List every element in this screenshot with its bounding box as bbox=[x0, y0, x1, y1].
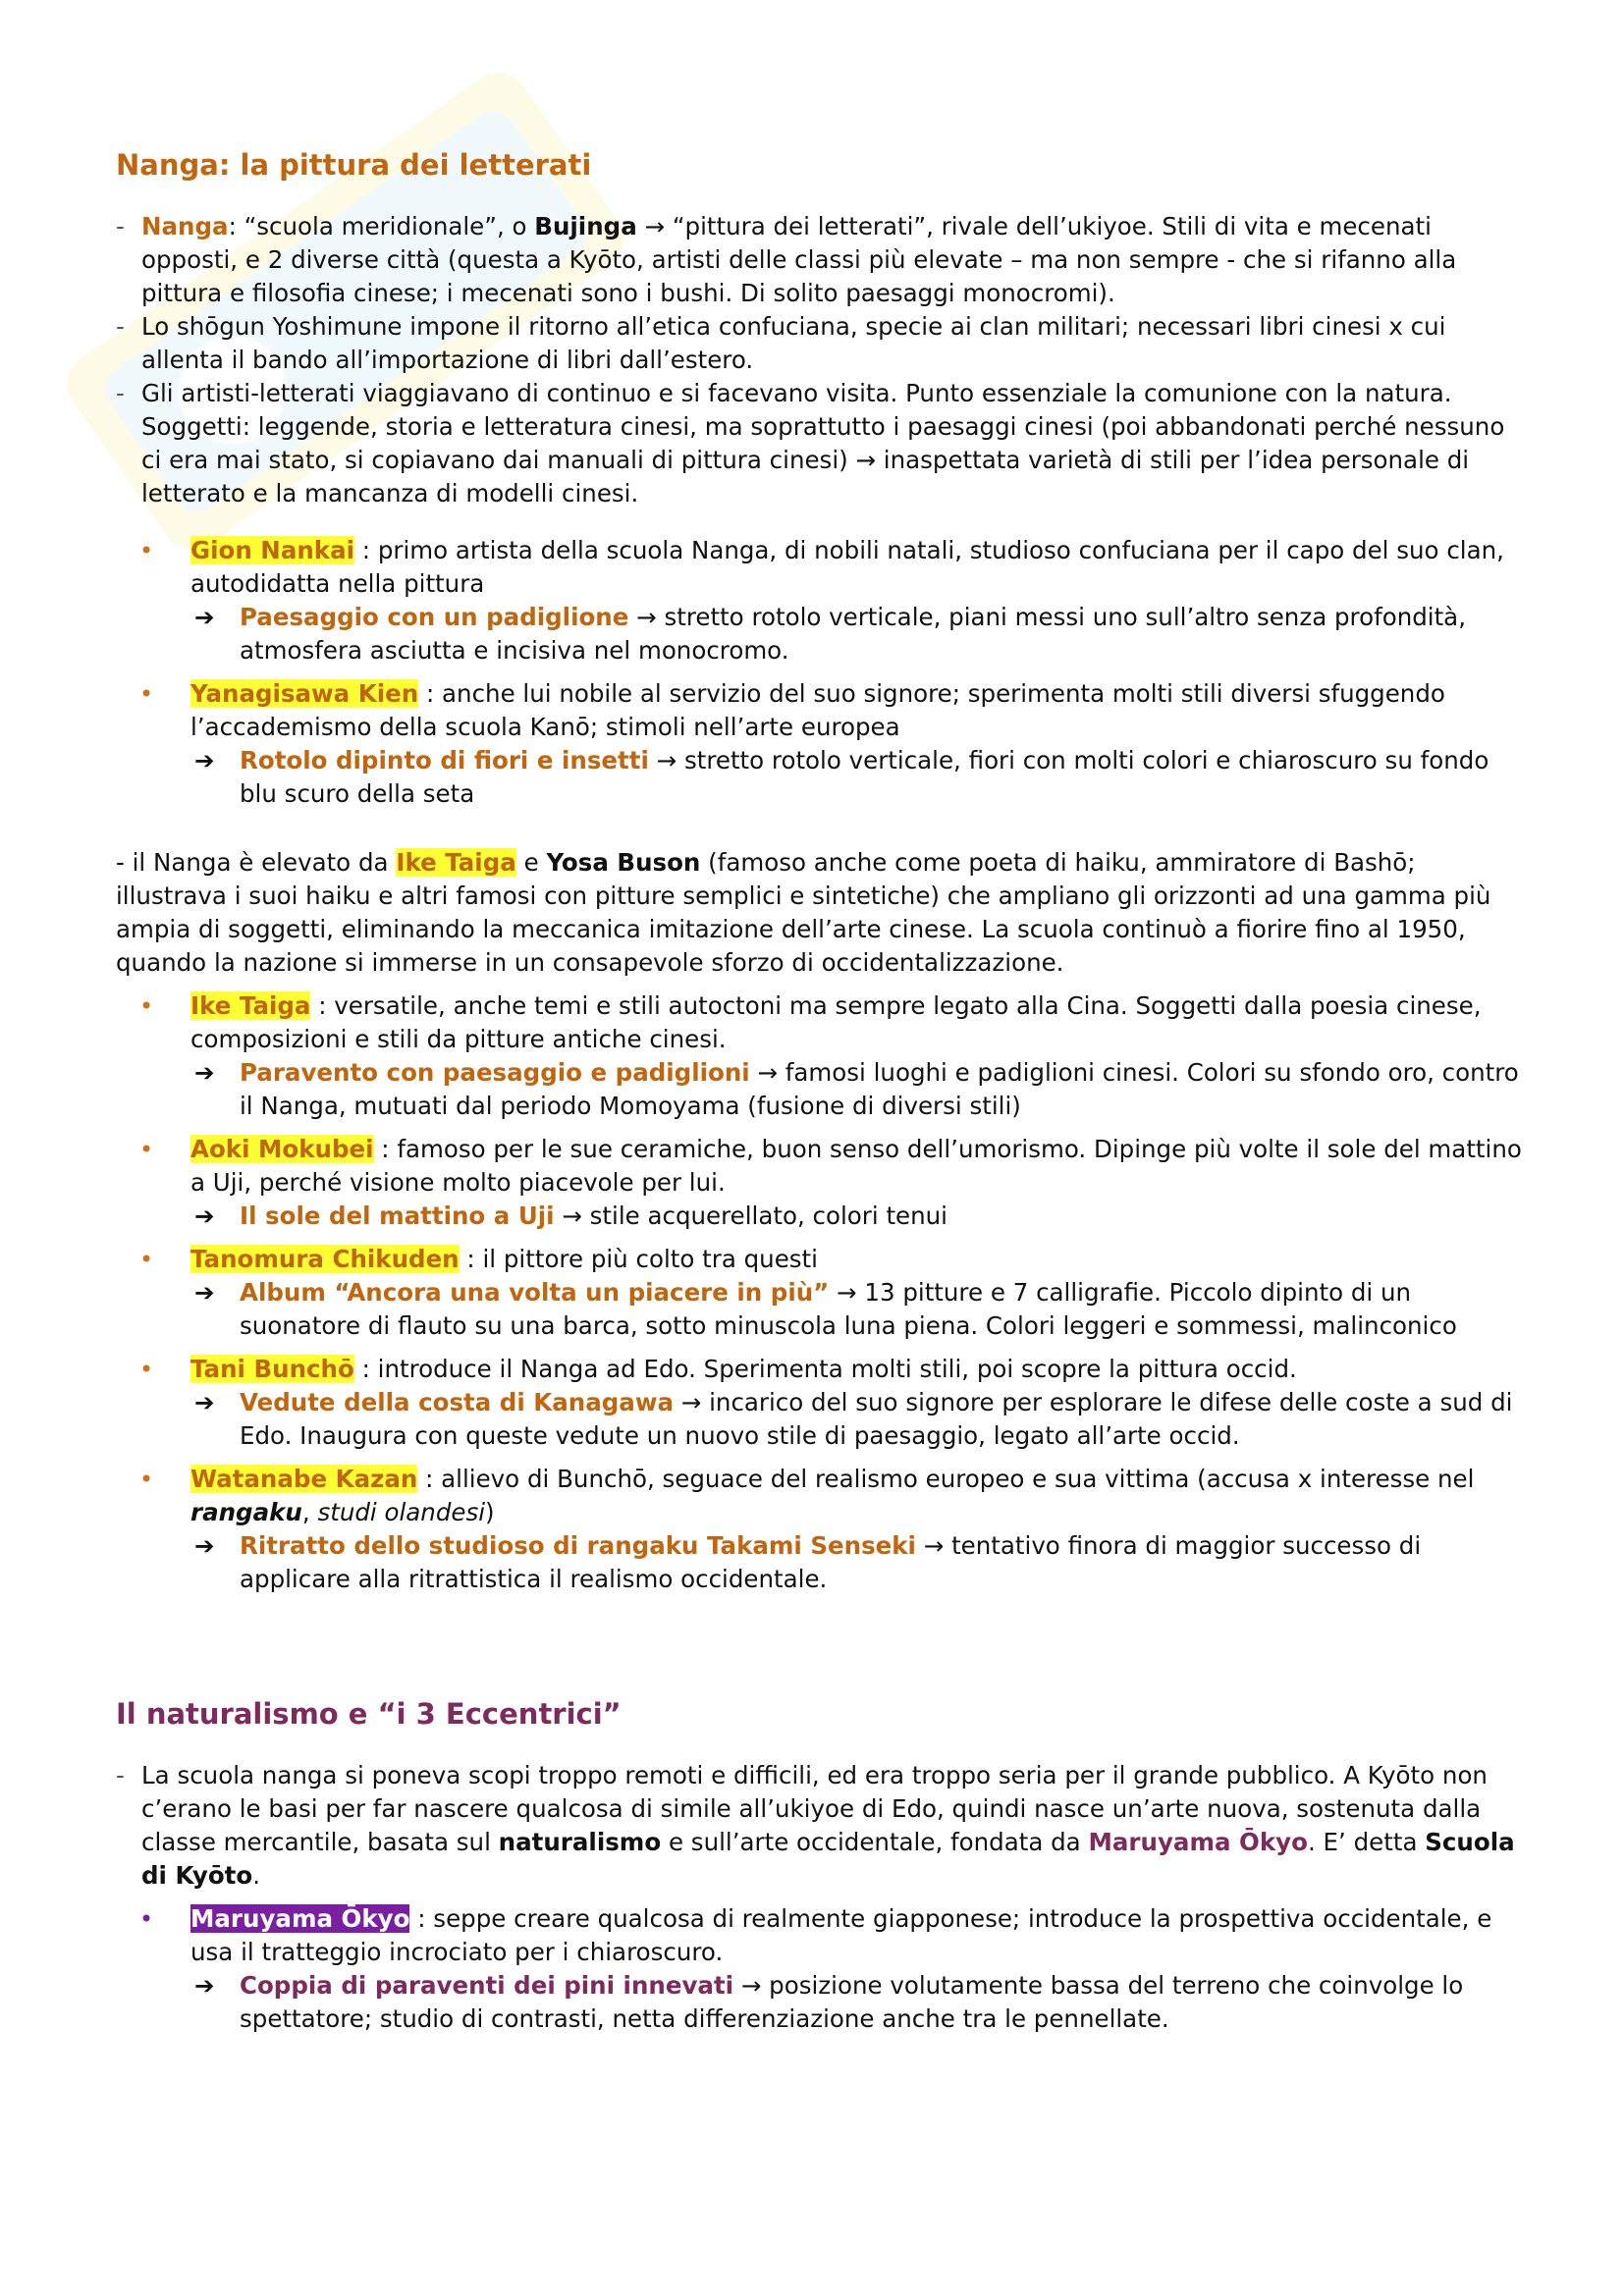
artist-name: Watanabe Kazan bbox=[190, 1465, 418, 1493]
arrow-icon: ➔ bbox=[194, 1531, 215, 1560]
artist-name: Ike Taiga bbox=[396, 848, 516, 877]
artist-tani-buncho: • Tani Bunchō : introduce il Nanga ad Edo. Sperimenta molti stili, poi scopre la pittura occid. ➔ Vedute della costa di Kanagawa → incarico del suo signore per esplorare le difese delle coste a sud di Edo. Inaugura con queste vedute un nuovo stile di paesaggio, legato all’arte occid. bbox=[116, 1353, 1530, 1453]
artist-name: Aoki Mokubei bbox=[190, 1135, 374, 1163]
artist-name: Tanomura Chikuden bbox=[190, 1245, 460, 1273]
artwork-title: Il sole del mattino a Uji bbox=[240, 1201, 555, 1230]
artwork-title: Coppia di paraventi dei pini innevati bbox=[240, 1971, 734, 2000]
artist-name: Maruyama Ōkyo bbox=[1088, 1828, 1308, 1856]
artwork-item: ➔ Paravento con paesaggio e padiglioni → famosi luoghi e padiglioni cinesi. Colori su sfondo oro, contro il Nanga, mutuati dal periodo Momoyama (fusione di diversi stili) bbox=[194, 1058, 1519, 1120]
intro-item: - Nanga: “scuola meridionale”, o Bujinga → “pittura dei letterati”, rivale dell’ukiyoe. Stili di vita e mecenati opposti, e 2 diverse città (questa a Kyōto, artisti delle classi più elevate – ma non sempre - che si rifanno alla pittura e filosofia cinese; i mecenati sono i bushi. Di solito paesaggi monocromi). bbox=[116, 210, 1530, 310]
bullet-icon: • bbox=[139, 1356, 154, 1383]
artist-name: Gion Nankai bbox=[190, 536, 355, 564]
artist-name: Maruyama Ōkyo bbox=[190, 1904, 410, 1933]
arrow-icon: ➔ bbox=[194, 603, 215, 631]
artwork-item: ➔ Album “Ancora una volta un piacere in più” → 13 pitture e 7 calligrafie. Piccolo dipinto di un suonatore di flauto su una barca, sotto minuscola luna piena. Colori leggeri e sommessi, malinconico bbox=[194, 1278, 1457, 1340]
artwork-title: Vedute della costa di Kanagawa bbox=[240, 1388, 674, 1416]
artist-maruyama-okyo: • Maruyama Ōkyo : seppe creare qualcosa di realmente giapponese; introduce la prospettiva occidentale, e usa il tratteggio incrociato per i chiaroscuro. ➔ Coppia di paraventi dei pini innevati → posizione volutamente bassa del terreno che coinvolge lo spettatore; studio di contrasti, netta differenziazione anche tra le pennellate. bbox=[116, 1902, 1530, 2036]
arrow-icon: ➔ bbox=[194, 1278, 215, 1307]
intro-item: - Lo shōgun Yoshimune impone il ritorno all’etica confuciana, specie ai clan militari; necessari libri cinesi x cui allenta il bando all’importazione di libri dall’estero. bbox=[116, 310, 1530, 377]
intro-item: - La scuola nanga si poneva scopi troppo remoti e difficili, ed era troppo seria per il grande pubblico. A Kyōto non c’erano le basi per far nascere qualcosa di simile all’ukiyoe di Edo, quindi nasce un’arte nuova, sostenuta dalla classe mercantile, basata sul naturalismo e sull’arte occidentale, fondata da Maruyama Ōkyo. E’ detta Scuola di Kyōto. bbox=[116, 1759, 1530, 1893]
artwork-title: Rotolo dipinto di fiori e insetti bbox=[240, 746, 649, 774]
bullet-icon: • bbox=[139, 680, 154, 708]
arrow-icon: ➔ bbox=[194, 746, 215, 774]
artist-list-a bbox=[116, 534, 1530, 811]
section-title-nanga: Nanga: la pittura dei letterati bbox=[116, 148, 592, 182]
bullet-icon: • bbox=[139, 1905, 154, 1933]
intro-list bbox=[116, 210, 1530, 510]
artwork-title: Paravento con paesaggio e padiglioni bbox=[240, 1058, 750, 1087]
bullet-icon: • bbox=[139, 537, 154, 564]
artist-name: Tani Bunchō bbox=[190, 1355, 354, 1383]
artwork-item: ➔ Ritratto dello studioso di rangaku Takami Senseki → tentativo finora di maggior successo di applicare alla ritrattistica il realismo occidentale. bbox=[194, 1531, 1422, 1593]
artist-name: Yanagisawa Kien bbox=[190, 679, 419, 708]
arrow-icon: ➔ bbox=[194, 1201, 215, 1230]
artist-list-b bbox=[116, 989, 1530, 1596]
artwork-item: ➔ Il sole del mattino a Uji → stile acquerellato, colori tenui bbox=[190, 1200, 1530, 1233]
artist-name: Yosa Buson bbox=[546, 848, 701, 877]
artwork-item: ➔ Paesaggio con un padiglione → stretto rotolo verticale, piani messi uno sull’altro senza profondità, atmosfera asciutta e incisiva nel monocromo. bbox=[194, 603, 1466, 665]
artwork-item: ➔ Vedute della costa di Kanagawa → incarico del suo signore per esplorare le difese delle coste a sud di Edo. Inaugura con queste vedute un nuovo stile di paesaggio, legato all’arte occid. bbox=[194, 1388, 1513, 1450]
section-title-naturalismo: Il naturalismo e “i 3 Eccentrici” bbox=[116, 1697, 622, 1731]
artwork-title: Ritratto dello studioso di rangaku Takami Senseki bbox=[240, 1531, 916, 1560]
bullet-icon: • bbox=[139, 992, 154, 1020]
artwork-item: ➔ Coppia di paraventi dei pini innevati → posizione volutamente bassa del terreno che coinvolge lo spettatore; studio di contrasti, netta differenziazione anche tra le pennellate. bbox=[194, 1971, 1464, 2033]
artist-ike-taiga: • Ike Taiga : versatile, anche temi e stili autoctoni ma sempre legato alla Cina. Soggetti dalla poesia cinese, composizioni e stili da pitture antiche cinesi. ➔ Paravento con paesaggio e padiglioni → famosi luoghi e padiglioni cinesi. Colori su sfondo oro, contro il Nanga, mutuati dal periodo Momoyama (fusione di diversi stili) bbox=[116, 989, 1530, 1123]
term-rangaku: rangaku bbox=[190, 1498, 302, 1526]
artist-name: Ike Taiga bbox=[190, 991, 311, 1020]
bullet-icon: • bbox=[139, 1136, 154, 1163]
artwork-item: ➔ Rotolo dipinto di fiori e insetti → stretto rotolo verticale, fiori con molti colori e chiaroscuro su fondo blu scuro della seta bbox=[194, 746, 1489, 808]
bullet-icon: • bbox=[139, 1466, 154, 1493]
arrow-icon: ➔ bbox=[194, 1388, 215, 1416]
paragraph-ike-buson: - il Nanga è elevato da Ike Taiga e Yosa Buson (famoso anche come poeta di haiku, ammiratore di Bashō; illustrava i suoi haiku e altri famosi con pitture semplici e sintetiche) che ampliano gli orizzonti ad una gamma più ampia di soggetti, eliminando la meccanica imitazione dell’arte cinese. La scuola continuò a fiorire fino al 1950, quando la nazione si immerse in un consapevole sforzo di occidentalizzazione. bbox=[116, 848, 1491, 977]
bullet-icon: • bbox=[139, 1246, 154, 1273]
artwork-title: Album “Ancora una volta un piacere in più” bbox=[240, 1278, 830, 1307]
document-page bbox=[116, 147, 1530, 2036]
artwork-title: Paesaggio con un padiglione bbox=[240, 603, 629, 631]
arrow-icon: ➔ bbox=[194, 1058, 215, 1087]
artist-tanomura-chikuden: • Tanomura Chikuden : il pittore più colto tra questi ➔ Album “Ancora una volta un piacere in più” → 13 pitture e 7 calligrafie. Piccolo dipinto di un suonatore di flauto su una barca, sotto minuscola luna piena. Colori leggeri e sommessi, malinconico bbox=[116, 1243, 1530, 1343]
artist-aoki-mokubei: • Aoki Mokubei : famoso per le sue ceramiche, buon senso dell’umorismo. Dipinge più volte il sole del mattino a Uji, perché visione molto piacevole per lui. ➔ Il sole del mattino a Uji → stile acquerellato, colori tenui bbox=[116, 1133, 1530, 1233]
artist-watanabe-kazan: • Watanabe Kazan : allievo di Bunchō, seguace del realismo europeo e sua vittima (accusa x interesse nel rangaku, studi olandesi) ➔ Ritratto dello studioso di rangaku Takami Senseki → tentativo finora di maggior successo di applicare alla ritrattistica il realismo occidentale. bbox=[116, 1463, 1530, 1596]
artist-yanagisawa-kien: • Yanagisawa Kien : anche lui nobile al servizio del suo signore; sperimenta molti stili diversi sfuggendo l’accademismo della scuola Kanō; stimoli nell’arte europea ➔ Rotolo dipinto di fiori e insetti → stretto rotolo verticale, fiori con molti colori e chiaroscuro su fondo blu scuro della seta bbox=[116, 677, 1530, 811]
arrow-icon: ➔ bbox=[194, 1971, 215, 2000]
intro-item: - Gli artisti-letterati viaggiavano di continuo e si facevano visita. Punto essenziale la comunione con la natura. Soggetti: leggende, storia e letteratura cinesi, ma soprattutto i paesaggi cinesi (poi abbandonati perché nessuno ci era mai stato, si copiavano dai manuali di pittura cinesi) → inaspettata varietà di stili per l’idea personale di letterato e la mancanza di modelli cinesi. bbox=[116, 377, 1530, 510]
artist-gion-nankai: • Gion Nankai : primo artista della scuola Nanga, di nobili natali, studioso confuciana per il capo del suo clan, autodidatta nella pittura ➔ Paesaggio con un padiglione → stretto rotolo verticale, piani messi uno sull’altro senza profondità, atmosfera asciutta e incisiva nel monocromo. bbox=[116, 534, 1530, 667]
